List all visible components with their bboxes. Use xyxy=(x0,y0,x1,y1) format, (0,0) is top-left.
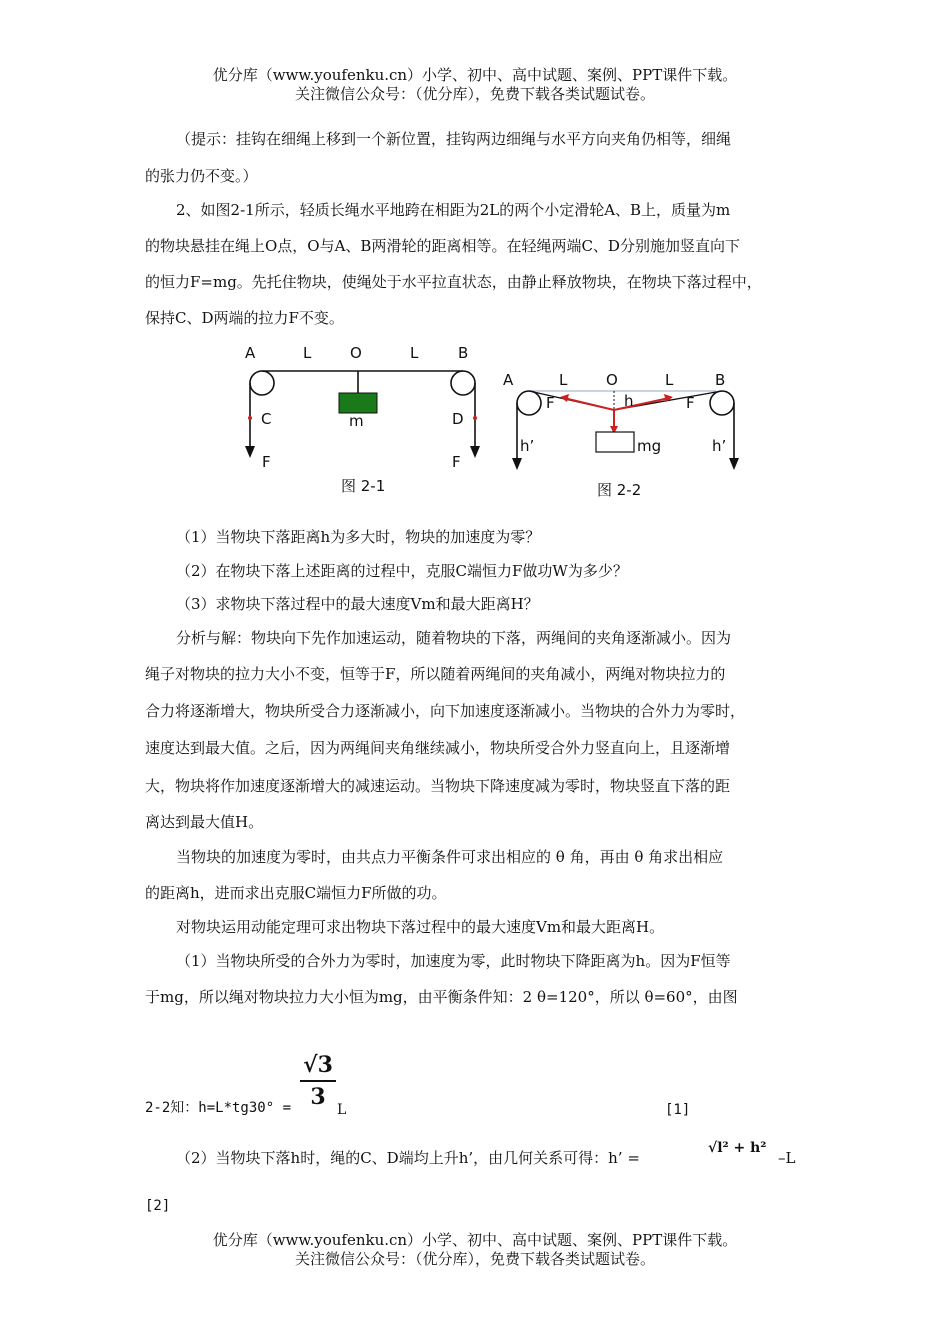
fig2-label-l2: L xyxy=(665,371,674,389)
solution-1-line-1: （1）当物块所受的合外力为零时，加速度为零，此时物块下降距离为h。因为F恒等 xyxy=(176,952,731,970)
fig2-arrow-c xyxy=(512,458,522,470)
fig1-label-c: C xyxy=(261,410,272,428)
analysis-line-5: 大，物块将作加速度逐渐增大的减速运动。当物块下降速度减为零时，物块竖直下落的距 xyxy=(145,777,731,795)
fig2-caption: 图 2-2 xyxy=(597,481,642,499)
fig1-label-f2: F xyxy=(452,453,461,471)
fig2-arrow-d xyxy=(729,458,739,470)
equation-number-2: [2] xyxy=(145,1198,171,1214)
fig1-label-m: m xyxy=(349,412,364,430)
hint-line-1: （提示：挂钩在细绳上移到一个新位置，挂钩两边细绳与水平方向夹角仍相等，细绳 xyxy=(176,130,732,148)
fig1-label-f1: F xyxy=(262,453,271,471)
analysis-line-6: 离达到最大值H。 xyxy=(145,813,264,831)
fig2-label-a: A xyxy=(503,371,514,389)
fig2-block xyxy=(596,432,634,452)
subquestion-2: （2）在物块下落上述距离的过程中，克服C端恒力F做功W为多少？ xyxy=(176,562,628,580)
solution-1-unit-l: L xyxy=(337,1102,347,1118)
fig2-label-f2: F xyxy=(686,394,695,412)
fig1-pulley-b xyxy=(451,371,475,395)
solution-2-line-1: （2）当物块下落h时，绳的C、D端均上升h’，由几何关系可得：h’ = xyxy=(176,1149,640,1167)
fig1-point-c xyxy=(248,416,252,420)
fig2-force-right xyxy=(614,398,669,410)
hint-line-2: 的张力仍不变。） xyxy=(145,167,258,185)
analysis-line-1: 分析与解：物块向下先作加速运动，随着物块的下落，两绳间的夹角逐渐减小。因为 xyxy=(176,629,732,647)
fig1-block xyxy=(339,393,377,413)
fig2-label-l1: L xyxy=(559,371,568,389)
header-line-1: 优分库（www.youfenku.cn）小学、初中、高中试题、案例、PPT课件下载。 xyxy=(212,66,738,84)
subquestion-3: （3）求物块下落过程中的最大速度Vm和最大距离H？ xyxy=(176,595,539,613)
fig1-label-a: A xyxy=(245,344,256,362)
fig2-label-mg: mg xyxy=(637,437,662,455)
problem-line-4: 保持C、D两端的拉力F不变。 xyxy=(145,309,344,327)
figure-2-1 xyxy=(0,0,950,520)
problem-line-3: 的恒力F=mg。先托住物块，使绳处于水平拉直状态，由静止释放物块，在物块下落过程中， xyxy=(145,273,762,291)
footer-line-1: 优分库（www.youfenku.cn）小学、初中、高中试题、案例、PPT课件下载。 xyxy=(212,1231,738,1249)
fig1-label-l2: L xyxy=(410,344,419,362)
fraction-denominator: 3 xyxy=(310,1084,326,1110)
fig2-label-b: B xyxy=(715,371,726,389)
footer-line-2: 关注微信公众号：（优分库），免费下载各类试题试卷。 xyxy=(294,1250,655,1268)
fig2-label-o: O xyxy=(606,371,618,389)
fraction-numerator: √3 xyxy=(303,1052,333,1078)
fig1-label-d: D xyxy=(452,410,464,428)
analysis-line-3: 合力将逐渐增大，物块所受合力逐渐减小，向下加速度逐渐减小。当物块的合外力为零时， xyxy=(145,702,746,720)
analysis-line-7: 当物块的加速度为零时，由共点力平衡条件可求出相应的 θ 角，再由 θ 角求出相应 xyxy=(176,848,724,866)
analysis-line-2: 绳子对物块的拉力大小不变，恒等于F，所以随着两绳间的夹角减小，两绳对物块拉力的 xyxy=(145,665,726,683)
problem-line-2: 的物块悬挂在绳上O点，O与A、B两滑轮的距离相等。在轻绳两端C、D分别施加竖直向下 xyxy=(145,237,740,255)
fig2-label-h1: h’ xyxy=(520,437,535,455)
sqrt-expression: √l² + h² xyxy=(708,1140,767,1156)
fig1-point-d xyxy=(473,416,477,420)
fig2-label-f1: F xyxy=(546,394,555,412)
subquestion-1: （1）当物块下落距离h为多大时，物块的加速度为零？ xyxy=(176,528,541,546)
fig2-label-h: h xyxy=(624,392,634,410)
fig1-label-o: O xyxy=(350,344,362,362)
fig1-arrow-d xyxy=(470,446,480,458)
analysis-line-9: 对物块运用动能定理可求出物块下落过程中的最大速度Vm和最大距离H。 xyxy=(176,918,665,936)
solution-1-line-2: 于mg，所以绳对物块拉力大小恒为mg，由平衡条件知：2 θ=120°，所以 θ=60°，由图 xyxy=(145,988,738,1006)
fig1-pulley-a xyxy=(250,371,274,395)
solution-2-minus-l: –L xyxy=(778,1149,796,1167)
problem-line-1: 2、如图2-1所示，轻质长绳水平地跨在相距为2L的两个小定滑轮A、B上，质量为m xyxy=(176,201,731,219)
fig1-label-l1: L xyxy=(303,344,312,362)
analysis-line-8: 的距离h，进而求出克服C端恒力F所做的功。 xyxy=(145,884,447,902)
fraction-sqrt3-over-3 xyxy=(298,1052,338,1110)
analysis-line-4: 速度达到最大值。之后，因为两绳间夹角继续减小，物块所受合外力竖直向上，且逐渐增 xyxy=(145,739,731,757)
fig1-label-b: B xyxy=(458,344,469,362)
fig2-force-left xyxy=(564,398,614,410)
fig1-arrow-c xyxy=(245,446,255,458)
fraction-bar xyxy=(300,1080,336,1082)
equation-number-1: [1] xyxy=(665,1102,691,1118)
fig2-pulley-b xyxy=(710,391,734,415)
solution-1-line-3: 2-2知：h=L*tg30° = xyxy=(145,1100,292,1116)
fig2-pulley-a xyxy=(517,391,541,415)
header-line-2: 关注微信公众号：（优分库），免费下载各类试题试卷。 xyxy=(294,85,655,103)
fig2-label-h2: h’ xyxy=(712,437,727,455)
fig1-caption: 图 2-1 xyxy=(341,477,386,495)
